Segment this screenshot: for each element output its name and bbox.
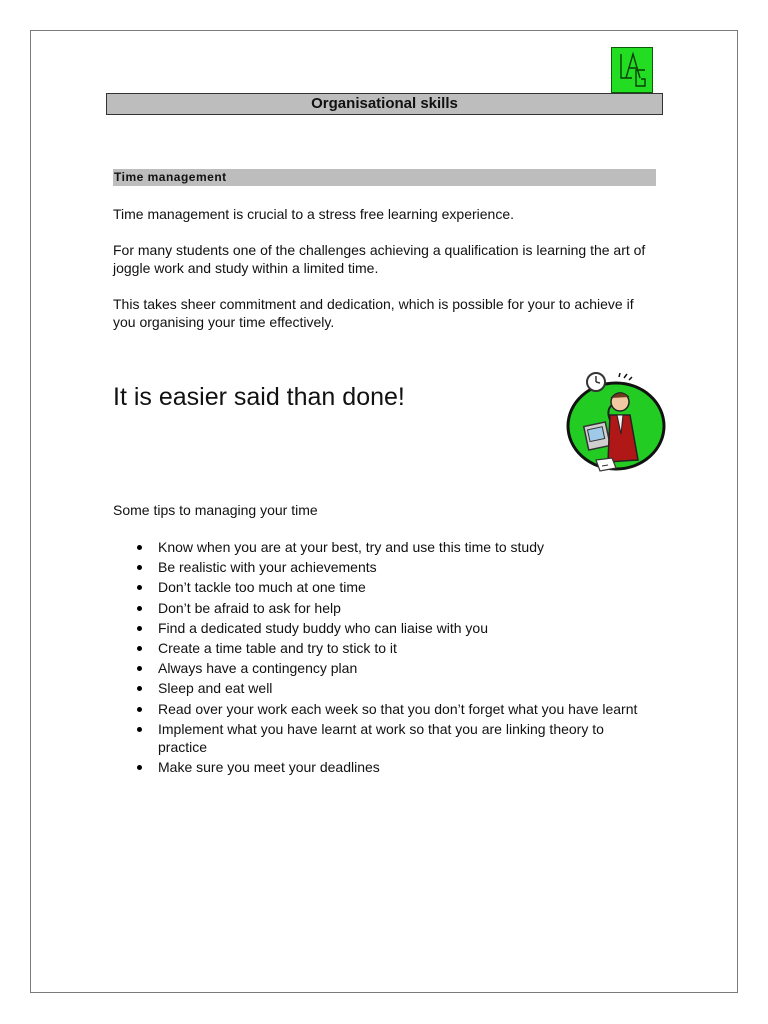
tips-list [113, 538, 653, 778]
list-item: Implement what you have learnt at work so that you are linking theory to practice [113, 720, 653, 756]
list-item: Sleep and eat well [113, 679, 653, 697]
list-item: Create a time table and try to stick to it [113, 639, 653, 657]
stressed-man-clock-icon [560, 370, 670, 478]
list-item: Know when you are at your best, try and use this time to study [113, 538, 653, 556]
list-item: Be realistic with your achievements [113, 558, 653, 576]
list-item: Make sure you meet your deadlines [113, 758, 653, 776]
list-item: Find a dedicated study buddy who can liaise with you [113, 619, 653, 637]
headline: It is easier said than done! [113, 383, 405, 411]
list-item: Always have a contingency plan [113, 659, 653, 677]
list-item: Don’t tackle too much at one time [113, 578, 653, 596]
page-title: Organisational skills [106, 93, 663, 115]
section-heading: Time management [113, 169, 656, 186]
list-item: Don’t be afraid to ask for help [113, 599, 653, 617]
lga-logo-icon [611, 47, 653, 93]
tips-intro: Some tips to managing your time [113, 502, 318, 518]
paragraph-challenges: For many students one of the challenges achieving a qualification is learning the art of joggle work and study within a limited time. [113, 242, 646, 276]
paragraph-intro: Time management is crucial to a stress free learning experience. [113, 206, 514, 222]
list-item: Read over your work each week so that you don’t forget what you have learnt [113, 700, 653, 718]
paragraph-commitment: This takes sheer commitment and dedication, which is possible for your to achieve if you organising your time effectively. [113, 296, 634, 330]
